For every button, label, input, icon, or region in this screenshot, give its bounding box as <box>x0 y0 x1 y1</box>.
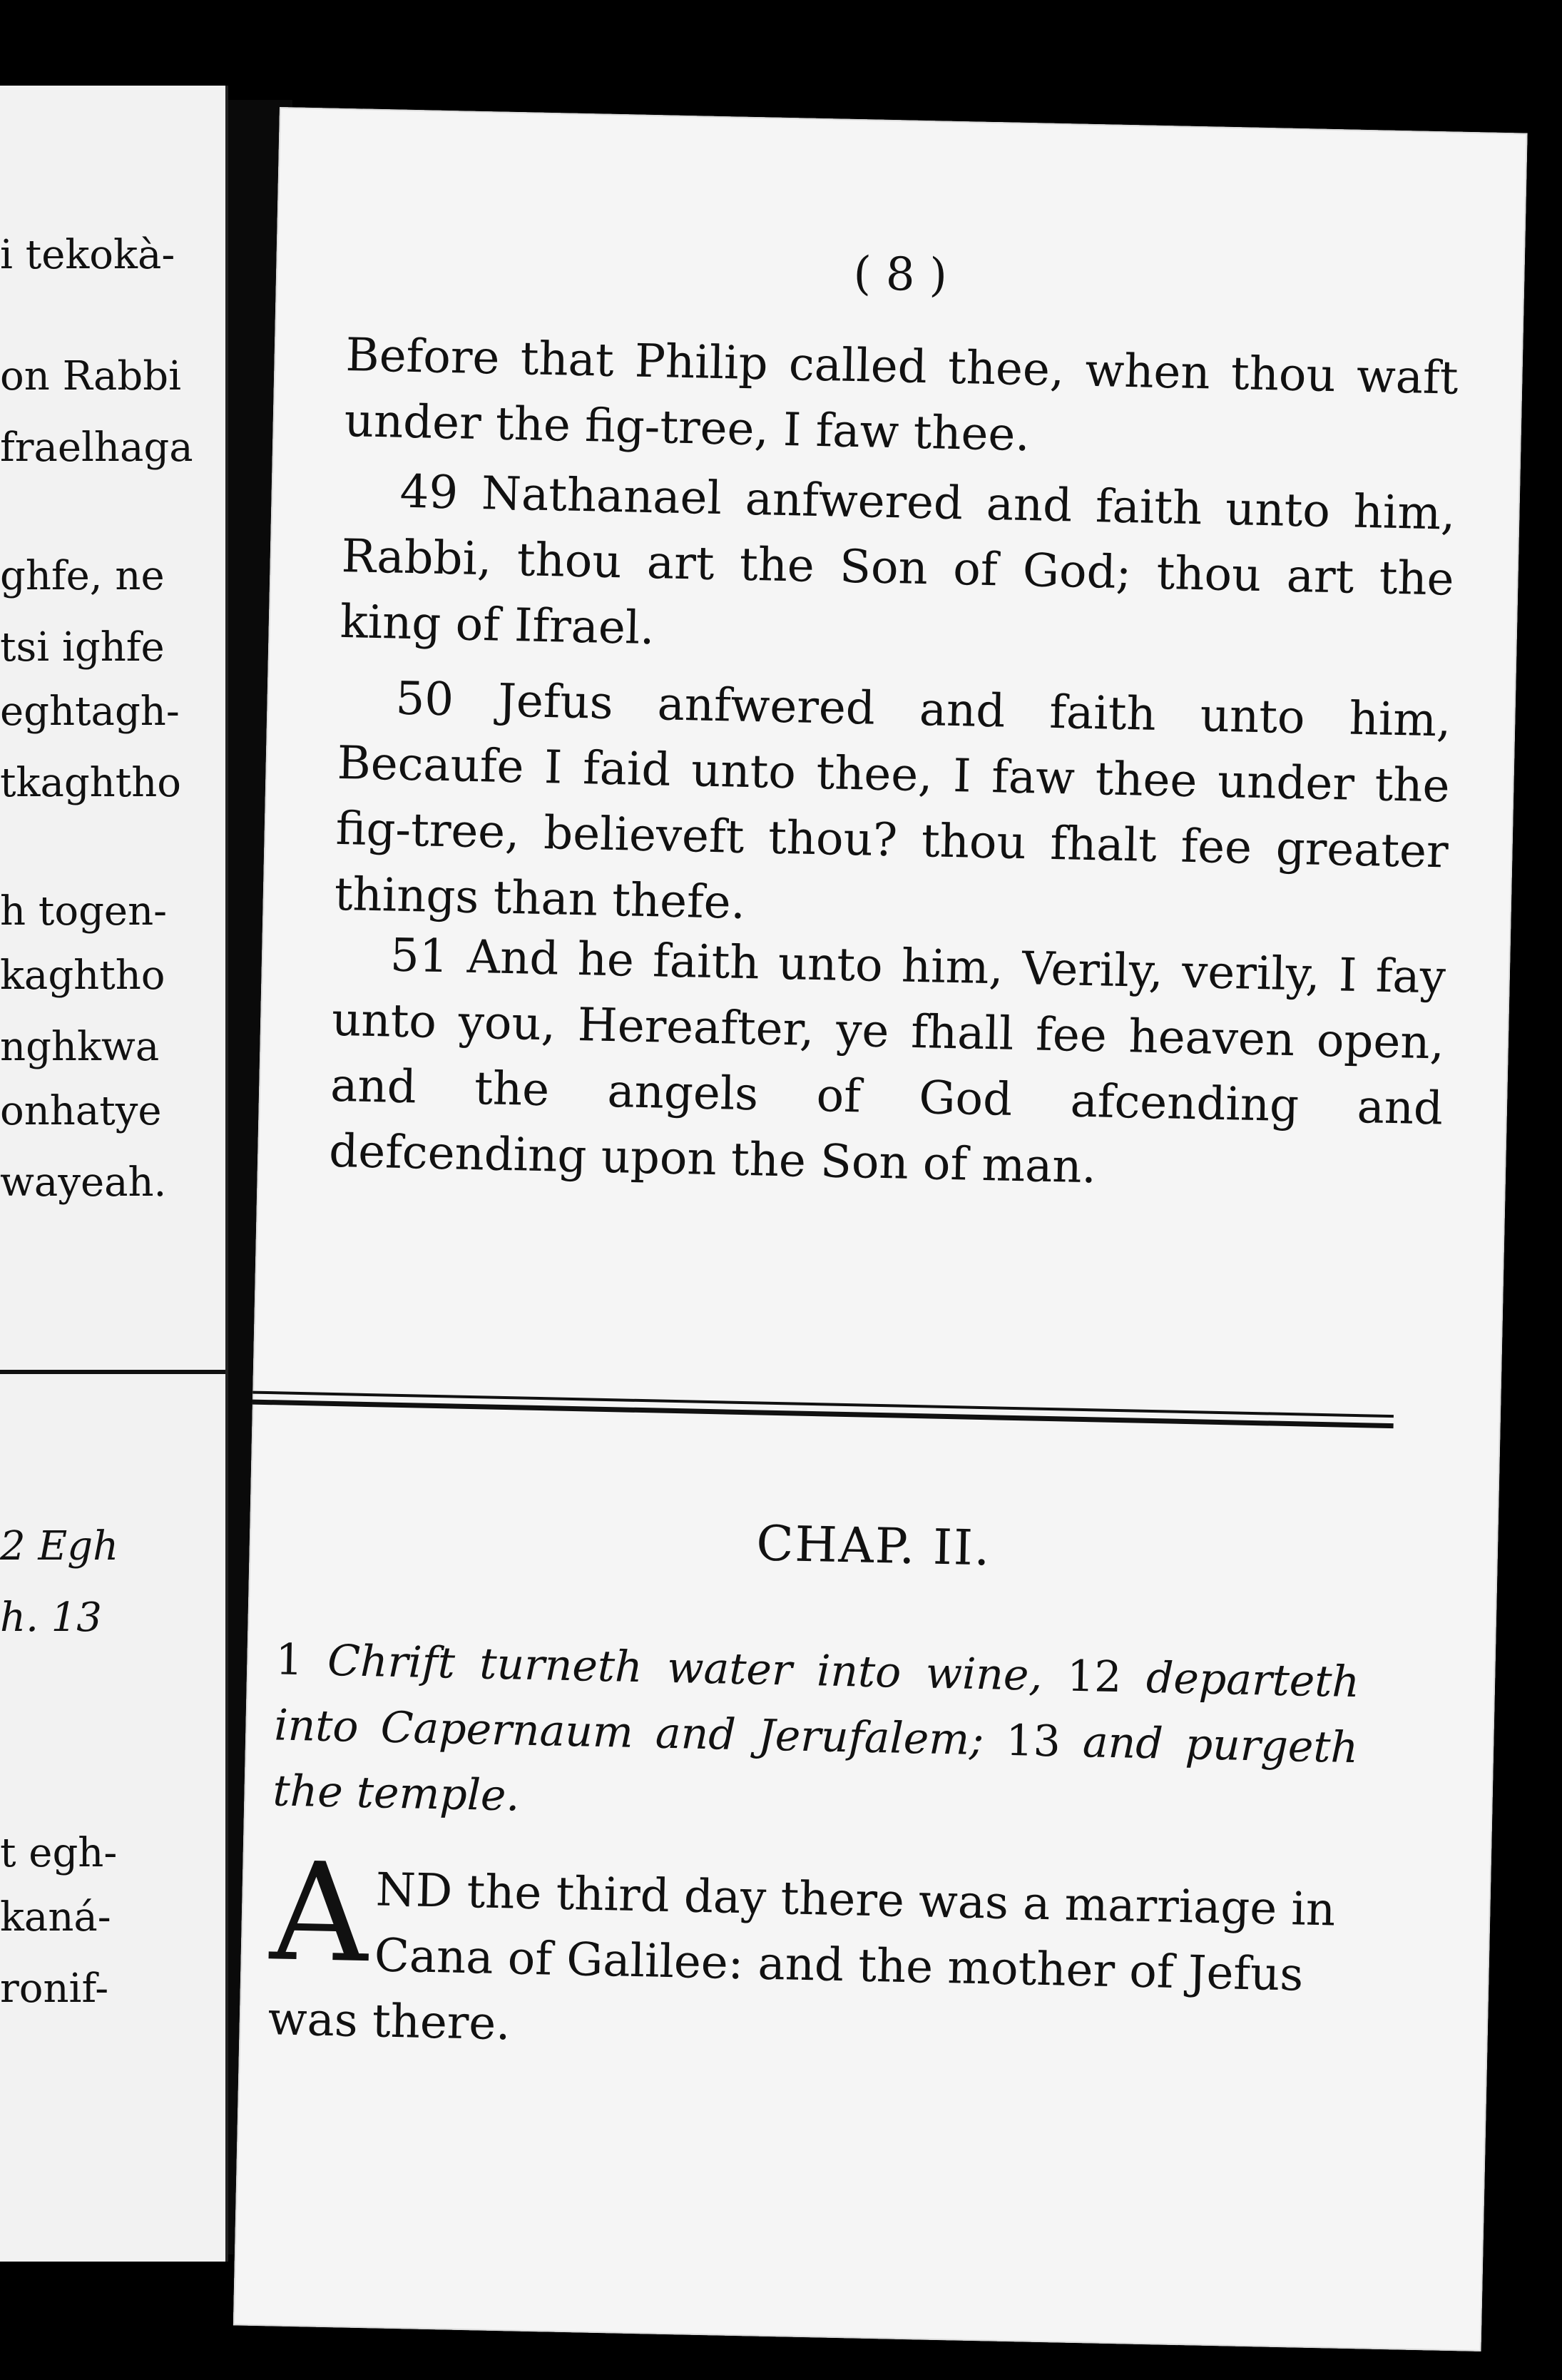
facing-page-line: h. 13 <box>0 1595 102 1641</box>
facing-page-line: wayeah. <box>0 1159 167 1206</box>
verse-51: 51 And he faith unto him, Verily, verily, I fay unto you, Hereafter, ye fhall fee heaven open, and the angels of God afcending and defcending upon the Son of man. <box>328 929 1446 1194</box>
facing-page-line: t egh- <box>0 1830 118 1876</box>
facing-page-left <box>0 86 228 2262</box>
facing-page-line: 2 Egh <box>0 1523 119 1570</box>
verse-49: 49 Nathanael anfwered and faith unto him, Rabbi, thou art the Son of God; thou art the king of Ifrael. <box>340 465 1456 656</box>
verse-1-opening <box>267 1833 1369 2075</box>
summary-ref-13: 13 <box>1005 1715 1061 1767</box>
verse-48-continuation: Before that Philip called thee, when thou waft under the fig-tree, I faw thee. <box>344 329 1459 462</box>
facing-page-rule <box>0 1370 225 1374</box>
summary-text-2: departeth into Capernaum and Jerufalem; <box>273 1652 1360 1766</box>
page-number: ( 8 ) <box>852 247 948 302</box>
facing-page-line: fraelhaga <box>0 424 193 471</box>
drop-cap: A <box>268 1833 370 1993</box>
facing-page-line: ronif- <box>0 1965 109 2012</box>
facing-page-line: h togen- <box>0 888 168 935</box>
summary-text-3: and purgeth the temple. <box>272 1717 1359 1821</box>
facing-page-line: nghkwa <box>0 1024 160 1070</box>
summary-ref-1: 1 <box>275 1634 304 1686</box>
facing-page-line: i tekokà- <box>0 232 175 278</box>
summary-text-1: Chrift turneth water into wine, <box>302 1635 1068 1702</box>
summary-ref-12: 12 <box>1066 1651 1123 1703</box>
verse-50: 50 Jefus anfwered and faith unto him, Becaufe I faid unto thee, I faw thee under the fig-tree, believeft thou? thou fhalt fee greater things than thefe. <box>334 672 1452 930</box>
verse-1-text: ND the third day there was a marriage in Cana of Galilee: and the mother of Jefus was there. <box>267 1863 1336 2051</box>
facing-page-line: ghfe, ne <box>0 553 165 599</box>
facing-page-line: tkaghtho <box>0 760 182 806</box>
facing-page-line: eghtagh- <box>0 688 180 735</box>
chapter-heading: CHAP. II. <box>755 1515 992 1577</box>
facing-page-line: kaná- <box>0 1894 111 1941</box>
facing-page-line: kaghtho <box>0 952 165 999</box>
facing-page-line: tsi ighfe <box>0 624 165 671</box>
facing-page-line: onhatye <box>0 1088 162 1134</box>
page-8 <box>233 107 1528 2351</box>
facing-page-line: on Rabbi <box>0 353 182 400</box>
chapter-summary <box>272 1627 1360 1846</box>
